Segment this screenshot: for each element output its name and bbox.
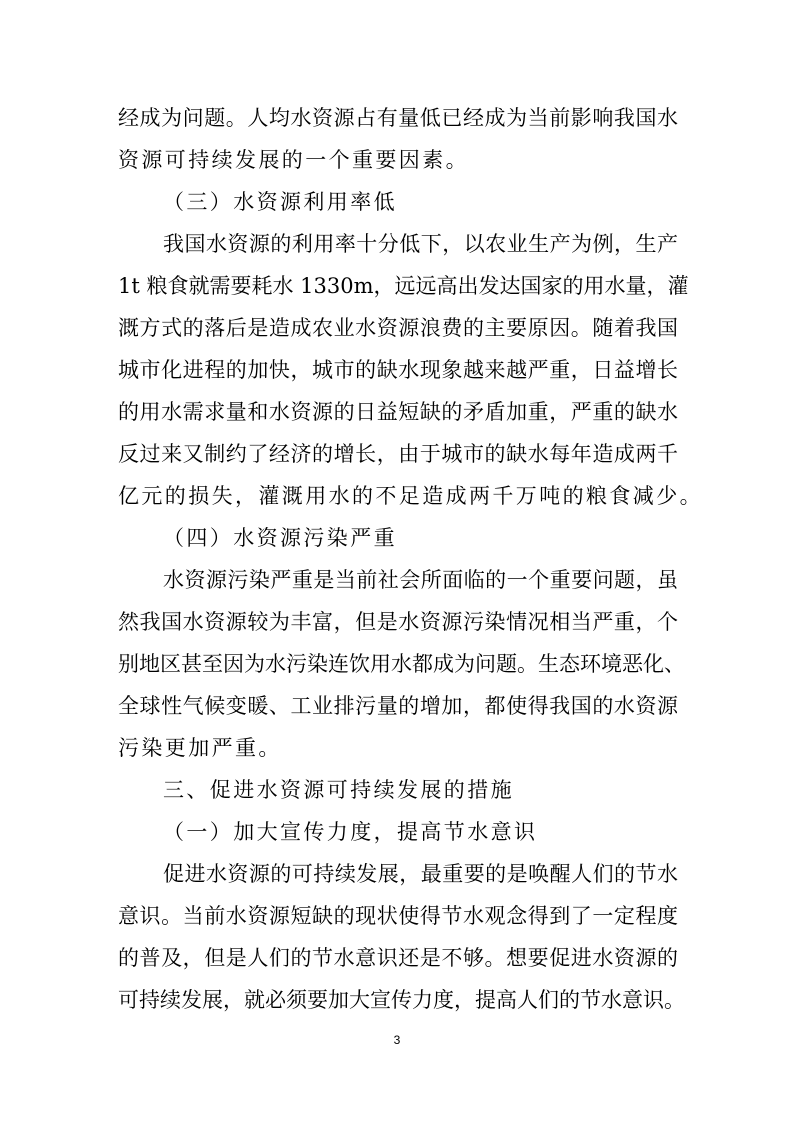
paragraph-line: 污染更加严重。 [118,736,282,760]
paragraph-line: 全球性气候变暖、工业排污量的增加，都使得我国的水资源 [118,694,678,718]
paragraph-line: 反过来又制约了经济的增长，由于城市的缺水每年造成两千 [118,442,678,466]
paragraph-line: 我国水资源的利用率十分低下，以农业生产为例，生产 [163,232,678,256]
paragraph-line: 1t 粮食就需要耗水 1330m，远远高出发达国家的用水量，灌 [118,274,689,298]
page-number: 3 [393,1033,401,1047]
paragraph-line: 城市化进程的加快，城市的缺水现象越来越严重，日益增长 [118,358,678,382]
paragraph-line: 经成为问题。人均水资源占有量低已经成为当前影响我国水 [118,106,678,130]
subsection-heading: （一）加大宣传力度，提高节水意识 [163,820,538,844]
paragraph-line: 然我国水资源较为丰富，但是水资源污染情况相当严重，个 [118,610,678,634]
paragraph-line: 促进水资源的可持续发展，最重要的是唤醒人们的节水 [163,862,678,886]
paragraph-line: 水资源污染严重是当前社会所面临的一个重要问题，虽 [163,568,678,592]
paragraph-line: 意识。当前水资源短缺的现状使得节水观念得到了一定程度 [118,904,678,928]
paragraph-line: 溉方式的落后是造成农业水资源浪费的主要原因。随着我国 [118,316,678,340]
paragraph-line: 资源可持续发展的一个重要因素。 [118,148,469,172]
paragraph-line: 的用水需求量和水资源的日益短缺的矛盾加重，严重的缺水 [118,400,678,424]
paragraph-line: 的普及，但是人们的节水意识还是不够。想要促进水资源的 [118,946,678,970]
section-heading: 三、促进水资源可持续发展的措施 [163,778,514,802]
section-heading: （四）水资源污染严重 [163,526,397,550]
paragraph-line: 别地区甚至因为水污染连饮用水都成为问题。生态环境恶化、 [118,652,685,676]
paragraph-line: 可持续发展，就必须要加大宣传力度，提高人们的节水意识。 [118,988,685,1012]
paragraph-line: 亿元的损失，灌溉用水的不足造成两千万吨的粮食减少。 [118,484,703,508]
section-heading: （三）水资源利用率低 [163,190,397,214]
